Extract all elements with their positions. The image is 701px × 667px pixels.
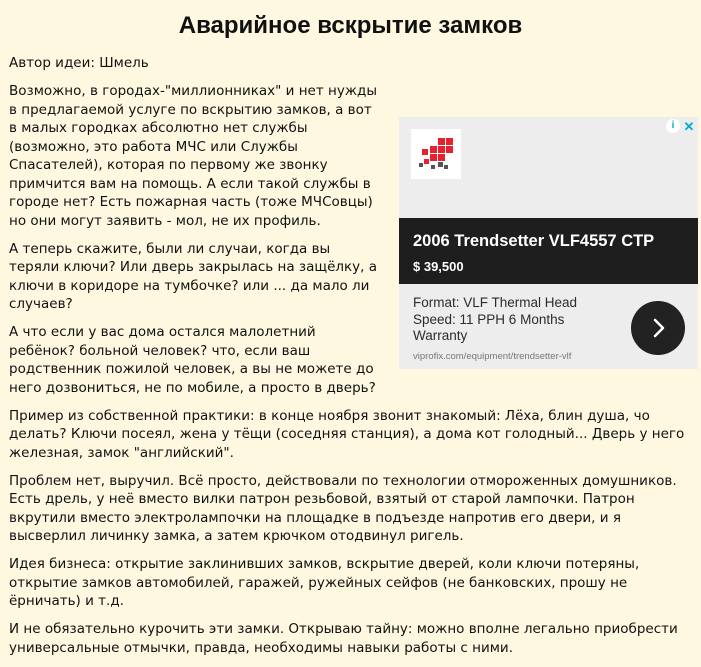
advertisement[interactable] xyxy=(399,117,698,369)
page-title: Аварийное вскрытие замков xyxy=(178,12,523,39)
article-paragraph: И не обязательно курочить эти замки. Открываю тайну: можно вполне легально приобрести универсальные отмычки, правда, необходимы навыки работы с ними. xyxy=(9,621,678,656)
ad-price: $ 39,500 xyxy=(413,259,464,274)
article-paragraph: Идея бизнеса: открытие заклинивших замков, вскрытие дверей, коли ключи потеряны, открытие замков автомобилей, гаражей, ружейных сейфов (не банковских, прошу не ёрничать) и т.д. xyxy=(9,556,640,609)
ad-cta-button[interactable] xyxy=(631,301,685,355)
viprofix-logo-graphic xyxy=(411,129,461,179)
ad-description-line: Warranty xyxy=(413,328,468,343)
article-paragraph: Возможно, в городах-"миллионниках" и нет нужды в предлагаемой услуге по вскрытию замков, а вот в малых городках абсолютно нет службы (возможно, это работа МЧС или Службы Спасателей), которая по первому же звонку примчится вам на помощь. А если такой службы в городе нет? Есть пожарная часть (тоже МЧСовцы) но они могут заявить - мол, не их профиль. xyxy=(9,83,377,229)
ad-headline-band[interactable] xyxy=(399,218,698,284)
article-paragraph: А теперь скажите, были ли случаи, когда вы теряли ключи? Или дверь закрылась на защёлку, а ключи в коридоре на тумбочке? или ... да мало ли случаев? xyxy=(9,240,378,312)
article-author: Автор идеи: Шмель xyxy=(9,55,149,71)
article-paragraph: Проблем нет, выручил. Всё просто, действовали по технологии отмороженных домушников. Есть дрель, у неё вместо вилки патрон резьбовой, взятый от старой лампочки. Патрон вкрутили вместо электролампочки на площадке в подъезде напротив его двери, и я высверлил личинку замка, а затем крючком отодвинул ригель. xyxy=(9,472,677,544)
ad-description xyxy=(413,295,613,345)
ad-url[interactable]: viprofix.com/equipment/trendsetter-vlf xyxy=(413,351,572,362)
article-paragraph: Пример из собственной практики: в конце ноября звонит знакомый: Лёха, блин душа, чо делать? Ключи посеял, жена у тёщи (соседняя станция), а дома кот голодный... Дверь у него железная, замок "английский". xyxy=(9,407,685,461)
article-paragraph: А что если у вас дома остался малолетний ребёнок? больной человек? что, если ваш родственник пожилой человек, а вы не можете до него дозвониться, не по мобиле, а просто в дверь? xyxy=(9,324,376,396)
ad-badges xyxy=(666,119,696,133)
ad-description-line: Format: VLF Thermal Head xyxy=(413,295,578,310)
close-icon[interactable]: ✕ xyxy=(683,118,695,134)
ad-headline[interactable]: 2006 Trendsetter VLF4557 CTP xyxy=(413,232,655,250)
chevron-right-icon xyxy=(647,317,669,339)
article-body xyxy=(9,54,693,667)
info-icon[interactable]: i xyxy=(666,119,680,133)
viprofix-logo[interactable] xyxy=(411,129,461,179)
ad-description-line: Speed: 11 PPH 6 Months xyxy=(413,311,565,327)
